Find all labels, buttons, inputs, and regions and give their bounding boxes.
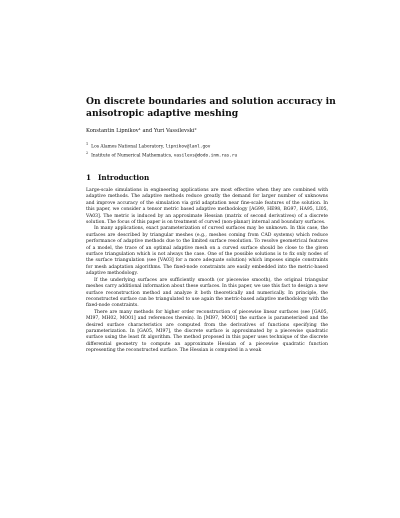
affiliation-email: vasilevs@dodo.inm.ras.ru bbox=[173, 153, 238, 159]
affiliation-mark: 2 bbox=[86, 151, 89, 156]
paragraph: If the underlying surfaces are sufficiently smooth (or piecewise smooth), the original triangular meshes carry additional information about these surfaces. In this paper, we use this fact to design a new surface reconstruction method and analyze it both theoretically and numerically. In principle, the reconstructed surface can be triangulated to use again the metric-based adaptive methodology with the fixed-node constraints. bbox=[86, 277, 328, 309]
affiliations bbox=[86, 141, 346, 160]
section-number: 1 bbox=[86, 173, 92, 182]
paragraph: Large-scale simulations in engineering applications are most effective when they are combined with adaptive methods. The adaptive methods reduce greatly the demand for larger number of unknowns and improve accuracy of the simulation via grid adaptation near fine-scale features of the solution. In this paper, we consider a tensor metric based adaptive methodology [AG99, HE98, BG97, HA95, LI05, VA03]. The metric is induced by an approximate Hessian (matrix of second derivatives) of a discrete solution. The focus of this paper is on treatment of curved (non-planar) internal and boundary surfaces. bbox=[86, 188, 328, 226]
affiliation-1 bbox=[86, 141, 346, 150]
affiliation-text: Los Alamos National Laboratory, bbox=[91, 144, 166, 150]
affiliation-email: lipnikov@lanl.gov bbox=[165, 144, 211, 150]
section-title: Introduction bbox=[98, 173, 150, 182]
section-heading bbox=[86, 173, 346, 182]
affiliation-mark: 1 bbox=[86, 142, 89, 146]
paragraph: There are many methods for higher order reconstruction of piecewise linear surfaces (see [GA05, MI97, MH02, MO01] and references therein). In [MI97, MO01] the surface is parameterized and the desired surface characteristics are computed from the derivatives of functions specifying the parameterization. In [GA05, MI97], the discrete surface is approximated by a piecewise quadratic surface using the least fit algorithm. The method proposed in this paper uses technique of the discrete differential geometry to compute an approximate Hessian of a piecewise quadratic function representing the reconstructed surface. The Hessian is computed in a weak bbox=[86, 309, 328, 354]
section-body bbox=[86, 188, 328, 355]
paper-title: On discrete boundaries and solution accuracy in anisotropic adaptive meshing bbox=[86, 96, 336, 119]
affiliation-2 bbox=[86, 150, 346, 159]
paper-authors: Konstantin Lipnikov¹ and Yuri Vassilevski² bbox=[86, 128, 197, 134]
affiliation-text: Institute of Numerical Mathematics, bbox=[91, 153, 174, 159]
paragraph: In many applications, exact parameterization of curved surfaces may be unknown. In this case, the surfaces are described by triangular meshes (e.g., meshes coming from CAD systems) which reduce performance of adaptive methods due to the limited surface resolution. To resolve geometrical features of a model, the trace of an optimal adaptive mesh on a curved surface should be close to the given surface triangulation which is not always the case. One of the possible solutions is to fix only nodes of the surface triangulation (see [VA03] for a more adequate solution) which imposes simple constraints for mesh adaptation algorithms. The fixed-node constraints are easily embedded into the metric-based adaptive methodology. bbox=[86, 226, 328, 277]
